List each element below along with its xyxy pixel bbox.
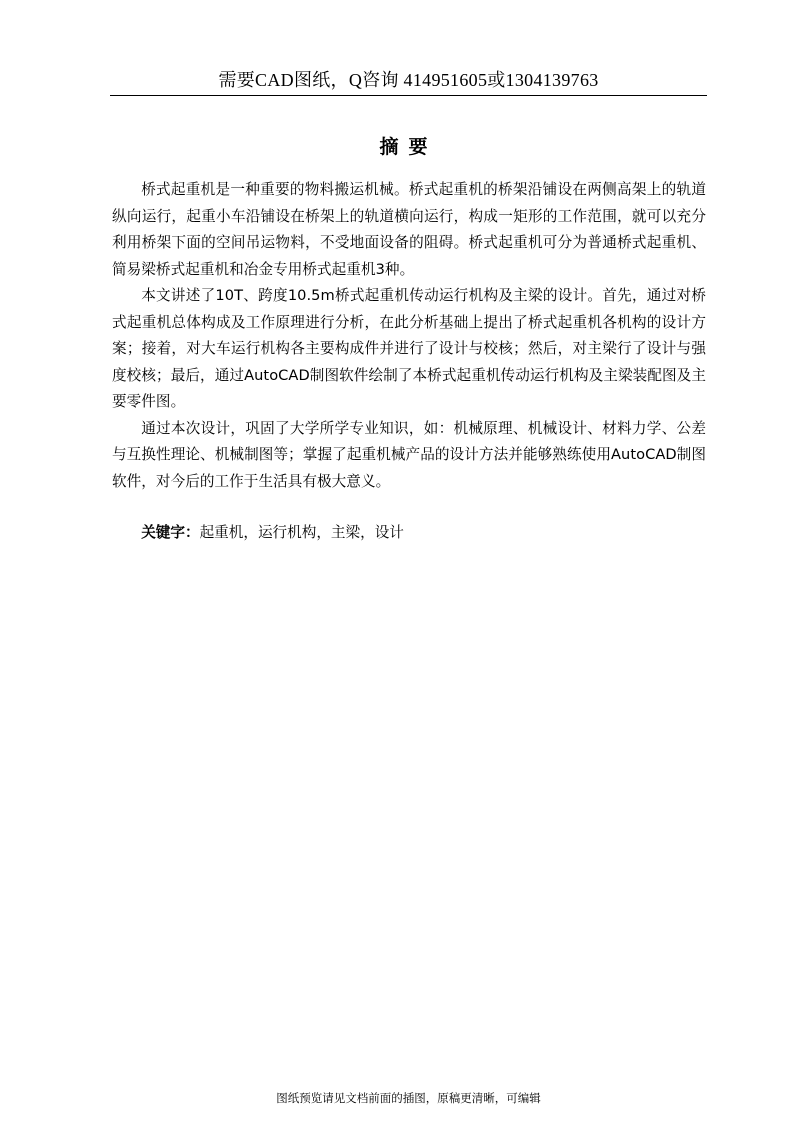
keywords-line	[112, 520, 706, 546]
page-footer: 图纸预览请见文档前面的插图，原稿更清晰，可编辑	[276, 1091, 541, 1105]
keywords-value: 起重机，运行机构，主梁，设计	[199, 524, 404, 541]
header-divider	[110, 95, 707, 96]
abstract-body	[112, 177, 706, 495]
page-header: 需要CAD图纸，Q咨询 414951605或1304139763	[218, 70, 599, 90]
abstract-paragraph-2: 本文讲述了10T、跨度10.5m桥式起重机传动运行机构及主梁的设计。首先，通过对桥式起重机总体构成及工作原理进行分析，在此分析基础上提出了桥式起重机各机构的设计方案；接着，对大车运行机构各主要构成件并进行了设计与校核；然后，对主梁行了设计与强度校核；最后，通过AutoCAD制图软件绘制了本桥式起重机传动运行机构及主梁装配图及主要零件图。	[112, 287, 706, 410]
keywords-label: 关键字：	[141, 524, 200, 541]
abstract-paragraph-1: 桥式起重机是一种重要的物料搬运机械。桥式起重机的桥架沿铺设在两侧高架上的轨道纵向运行，起重小车沿铺设在桥架上的轨道横向运行，构成一矩形的工作范围，就可以充分利用桥架下面的空间吊运物料，不受地面设备的阻碍。桥式起重机可分为普通桥式起重机、简易梁桥式起重机和冶金专用桥式起重机3种。	[112, 181, 706, 278]
abstract-paragraph-3: 通过本次设计，巩固了大学所学专业知识，如：机械原理、机械设计、材料力学、公差与互换性理论、机械制图等；掌握了起重机械产品的设计方法并能够熟练使用AutoCAD制图软件，对今后的工作于生活具有极大意义。	[112, 419, 706, 490]
abstract-title: 摘要	[379, 136, 438, 158]
